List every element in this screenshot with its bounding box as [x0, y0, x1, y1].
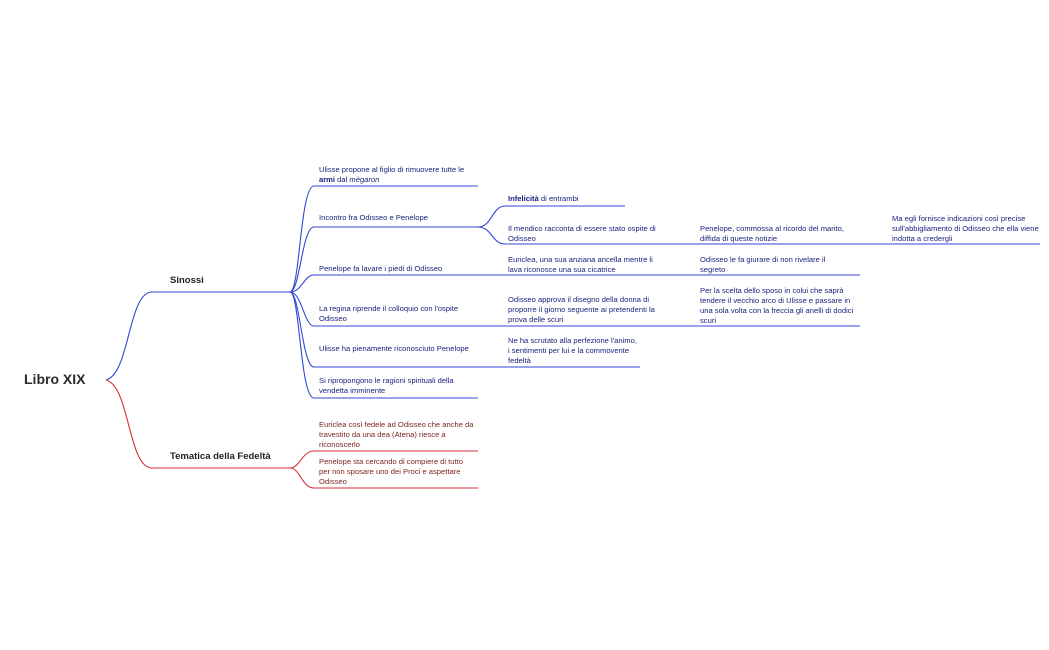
node-armi-text1: Ulisse propone al figlio di rimuovere tutte le [319, 165, 465, 174]
node-scrutato[interactable]: Ne ha scrutato alla perfezione l'animo, i sentimenti per lui e la commovente fedeltà [508, 336, 637, 365]
node-colloquio[interactable]: La regina riprende il colloquio con l'ospite Odisseo [319, 304, 459, 323]
node-vendetta[interactable]: Si ripropongono le ragioni spirituali della vendetta imminente [319, 376, 454, 395]
node-armi-italic: mègaron [349, 175, 380, 184]
edge-piedi [290, 275, 478, 292]
node-infelicita[interactable] [508, 194, 628, 204]
node-mendico[interactable]: Il mendico racconta di essere stato ospite di Odisseo [508, 224, 656, 243]
node-armi-bold: armi [319, 175, 336, 184]
node-infelicita-rest: di entrambi [538, 194, 579, 203]
node-giurare[interactable]: Odisseo le fa giurare di non rivelare il segreto [700, 255, 826, 274]
node-piedi[interactable]: Penelope fa lavare i piedi di Odisseo [319, 264, 443, 273]
edge-armi [220, 186, 478, 292]
node-scelta-sposo[interactable]: Per la scelta dello sposo in colui che saprà tendere il vecchio arco di Ulisse e passare in una sola volta con la freccia gli anelli di dodici scuri [700, 286, 854, 325]
node-riconosciuto[interactable]: Ulisse ha pienamente riconosciuto Penelope [319, 344, 469, 353]
node-euriclea-cicatrice[interactable]: Euriclea, una sua anziana ancella mentre li lava riconosce una sua cicatrice [508, 255, 653, 274]
node-penelope-commossa[interactable]: Penelope, commossa al ricordo del marito, diffida di queste notizie [700, 224, 844, 243]
node-incontro[interactable]: Incontro fra Odisseo e Penelope [319, 213, 428, 222]
node-approva[interactable]: Odisseo approva il disegno della donna di proporre il giorno seguente ai pretendenti la prova delle scuri [508, 295, 655, 324]
branch-sinossi[interactable]: Sinossi [170, 275, 204, 286]
node-infelicita-bold: Infelicità [508, 194, 539, 203]
node-armi[interactable] [319, 165, 479, 185]
edge-root-sinossi [106, 292, 220, 380]
node-armi-text2: dal [335, 175, 350, 184]
node-fed-penelope[interactable]: Penelope sta cercando di compiere di tutto per non sposare uno dei Proci e aspettare Odisseo [319, 457, 463, 486]
root-topic[interactable]: Libro XIX [24, 371, 86, 387]
node-fed-euriclea[interactable]: Euriclea così fedele ad Odisseo che anche da travestito da una dea (Atena) riesce a riconoscerlo [319, 420, 474, 449]
edge-incontro [290, 227, 478, 292]
node-indicazioni[interactable]: Ma egli fornisce indicazioni così precise sull'abbigliamento di Odisseo che ella viene indotta a credergli [892, 214, 1039, 243]
branch-tematica-fedelta[interactable]: Tematica della Fedeltà [170, 451, 271, 462]
